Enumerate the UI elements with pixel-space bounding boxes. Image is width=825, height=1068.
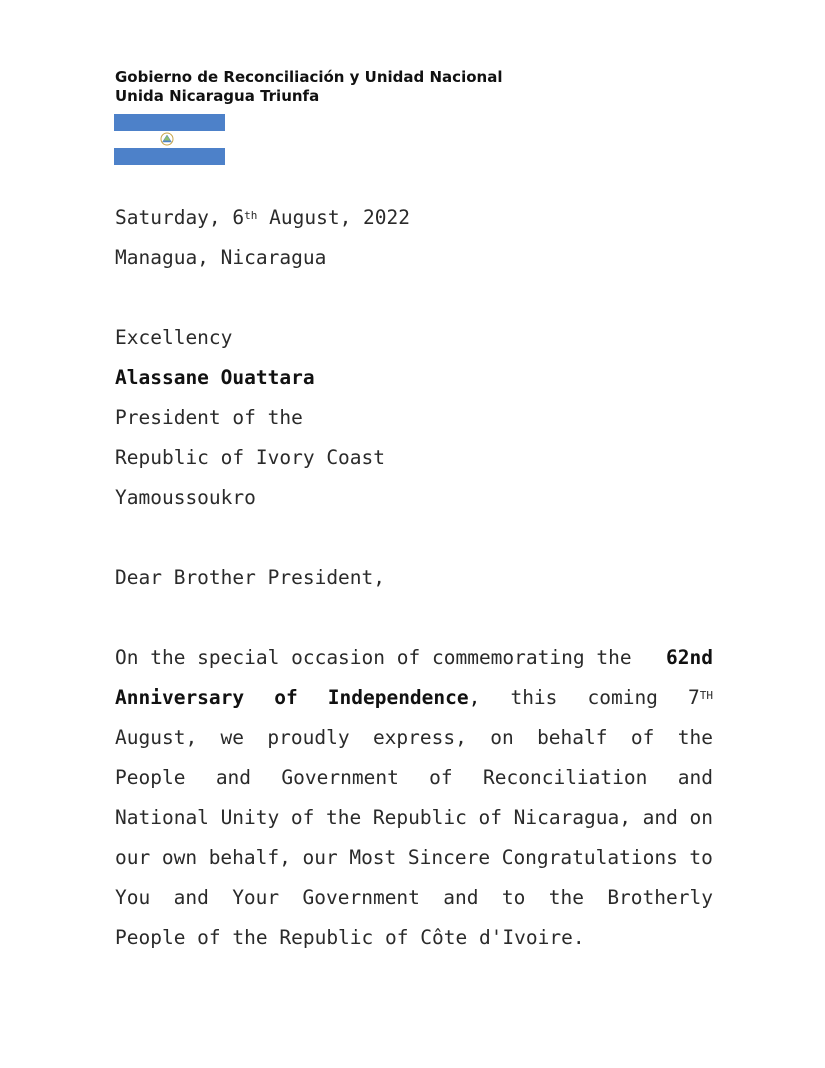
paragraph-word: You [115,886,151,909]
letter-date [115,198,713,238]
paragraph-word: and [173,886,209,909]
paragraph-line [115,718,713,758]
paragraph-word: we [220,726,245,749]
paragraph-word: the [326,806,362,829]
paragraph-line [115,878,713,918]
paragraph-line [115,838,713,878]
paragraph-word: Congratulations [501,846,678,869]
paragraph-word: our [115,846,151,869]
recipient-role-1: President of the [115,406,303,429]
letterhead [115,68,502,106]
paragraph-word: coming [587,686,658,709]
paragraph-word: Republic [372,806,467,829]
paragraph-word: Nicaragua, [513,806,631,829]
paragraph-word: behalf, [208,846,291,869]
paragraph-word: Government [281,766,399,789]
anniversary-word: of [274,686,298,709]
recipient-title: Excellency [115,326,233,349]
paragraph-word: own [161,846,198,869]
paragraph-word: Most [349,846,397,869]
paragraph-word: of [478,806,502,829]
paragraph-word: Unity [220,806,280,829]
date-rest: August, 2022 [257,206,411,229]
paragraph-word: Sincere [407,846,491,869]
flag-middle-band [114,131,225,148]
flag-top-band [114,114,225,131]
paragraph-line [115,758,713,798]
paragraph-line: People of the Republic of Côte d'Ivoire. [115,926,585,949]
anniversary-word: Independence, [327,686,481,709]
paragraph-word: August, [115,726,198,749]
recipient-name: Alassane Ouattara [115,366,315,389]
paragraph-word: 7TH [688,686,713,709]
letter-paragraph [115,638,713,958]
letterhead-line-2: Unida Nicaragua Triunfa [115,87,320,105]
paragraph-line [115,638,713,678]
paragraph-word: to [501,886,526,909]
paragraph-text: On the special occasion of commemorating the [115,646,632,669]
paragraph-word: Government [302,886,420,909]
coat-of-arms-icon [160,132,174,146]
paragraph-word: Reconciliation [483,766,648,789]
ordinal-suffix: TH [699,689,713,702]
paragraph-word: Your [232,886,280,909]
paragraph-word: behalf [537,726,608,749]
paragraph-word: the [548,886,584,909]
paragraph-word: National [115,806,209,829]
paragraph-word: People [115,766,186,789]
paragraph-word: of [630,726,655,749]
date-ordinal: th [244,209,258,222]
paragraph-word: proudly [267,726,350,749]
date-main: Saturday, 6 [115,206,245,229]
paragraph-word: and [642,806,678,829]
paragraph-word: and [677,766,713,789]
letter-place: Managua, Nicaragua [115,246,327,269]
nicaragua-flag-icon [114,114,225,165]
anniversary-word: Anniversary [115,686,245,709]
flag-bottom-band [114,148,225,165]
letter-body [115,198,713,958]
paragraph-word: express, [372,726,467,749]
paragraph-word: of [290,806,315,829]
paragraph-word: the [677,726,713,749]
paragraph-word: Brotherly [607,886,713,909]
paragraph-line [115,678,713,718]
paragraph-word: and [215,766,252,789]
paragraph-word: of [429,766,453,789]
letterhead-line-1: Gobierno de Reconciliación y Unidad Nacional [115,68,503,86]
paragraph-word: this [510,686,558,709]
anniversary-number: 62nd [666,646,713,669]
paragraph-line [115,798,713,838]
recipient-role-2: Republic of Ivory Coast [115,446,386,469]
paragraph-word: our [302,846,338,869]
greeting: Dear Brother President, [115,566,386,589]
paragraph-word: and [443,886,479,909]
paragraph-word: on [490,726,514,749]
paragraph-word: to [689,846,713,869]
recipient-city: Yamoussoukro [115,486,256,509]
paragraph-word: on [689,806,713,829]
